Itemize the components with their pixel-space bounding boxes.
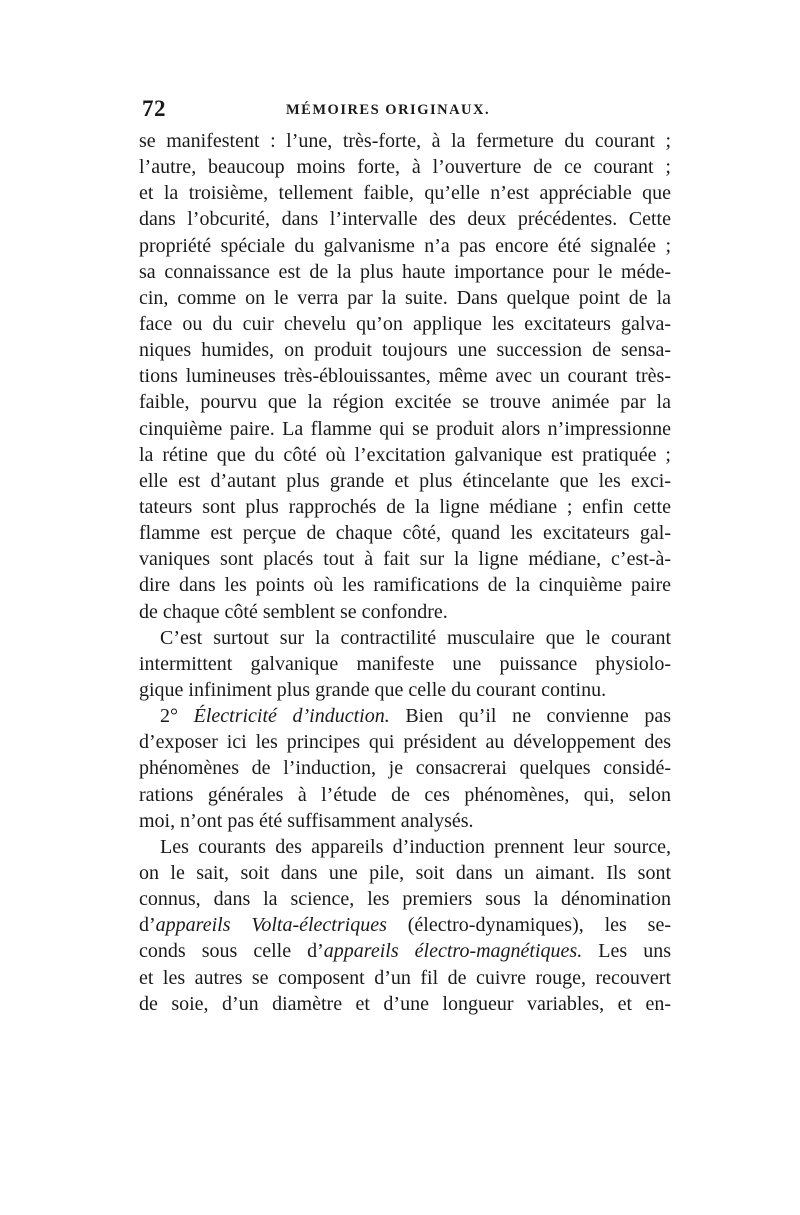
text-line: C’est surtout sur la contractilité musculaire que le courant xyxy=(160,626,671,649)
text-line: dire dans les points où les ramifications de la cinquième paire xyxy=(139,574,671,597)
text-line: cin, comme on le verra par la suite. Dans quelque point de la xyxy=(139,286,671,309)
text-line: rations générales à l’étude de ces phénomènes, qui, selon xyxy=(139,783,671,806)
text-line: on le sait, soit dans une pile, soit dans un aimant. Ils sont xyxy=(139,861,671,884)
text-line: d’exposer ici les principes qui président au développement des xyxy=(139,731,671,754)
page-number: 72 xyxy=(142,96,166,121)
running-head: MÉMOIRES ORIGINAUX. xyxy=(286,102,491,118)
italic-mixed-line xyxy=(139,938,671,964)
section-title: Électricité d’induction. xyxy=(193,705,390,728)
text-line: cinquième paire. La flamme qui se produit alors n’impressionne xyxy=(139,417,671,440)
paragraph-end-line: de chaque côté semblent se confondre. xyxy=(139,600,448,623)
section-text: Bien qu’il ne convienne pas xyxy=(405,705,672,728)
text-line: faible, pourvu que la région excitée se trouve animée par la xyxy=(139,391,671,414)
line-rest: Les uns xyxy=(598,940,671,963)
text-line: tions lumineuses très-éblouissantes, même avec un courant très- xyxy=(139,365,671,388)
paragraph-end-line: moi, n’ont pas été suffisamment analysés. xyxy=(139,809,474,832)
italic-term: appareils électro-magnétiques. xyxy=(323,940,583,963)
line-prefix: conds sous celle d’ xyxy=(139,940,324,963)
text-line: sa connaissance est de la plus haute importance pour le méde- xyxy=(139,260,671,283)
text-line: phénomènes de l’induction, je consacrerai quelques considé- xyxy=(139,757,671,780)
text-line: Les courants des appareils d’induction prennent leur source, xyxy=(160,835,671,858)
page-header xyxy=(140,96,668,126)
paragraph-end-line: gique infiniment plus grande que celle du courant continu. xyxy=(139,678,607,701)
text-line: connus, dans la science, les premiers sous la dénomination xyxy=(139,888,671,911)
text-line: l’autre, beaucoup moins forte, à l’ouverture de ce courant ; xyxy=(139,156,671,179)
text-line: flamme est perçue de chaque côté, quand les excitateurs gal- xyxy=(139,522,671,545)
text-line: vaniques sont placés tout à fait sur la ligne médiane, c’est-à- xyxy=(139,548,671,571)
section-number: 2° xyxy=(160,705,178,728)
text-line: et les autres se composent d’un fil de cuivre rouge, recouvert xyxy=(139,966,671,989)
body-text xyxy=(139,128,671,1017)
italic-mixed-line xyxy=(139,912,671,938)
section-heading-line xyxy=(139,703,671,729)
text-line: tateurs sont plus rapprochés de la ligne médiane ; enfin cette xyxy=(139,495,671,518)
italic-term: appareils Volta-électriques xyxy=(155,914,387,937)
text-line: elle est d’autant plus grande et plus étincelante que les exci- xyxy=(139,469,671,492)
text-line: la rétine que du côté où l’excitation galvanique est pratiquée ; xyxy=(139,443,671,466)
text-line: dans l’obcurité, dans l’intervalle des deux précédentes. Cette xyxy=(139,208,671,231)
text-line: propriété spéciale du galvanisme n’a pas encore été signalée ; xyxy=(139,234,671,257)
text-line: intermittent galvanique manifeste une puissance physiolo- xyxy=(139,652,671,675)
text-line: niques humides, on produit toujours une succession de sensa- xyxy=(139,339,671,362)
text-line: de soie, d’un diamètre et d’une longueur variables, et en- xyxy=(139,992,671,1015)
text-line: et la troisième, tellement faible, qu’elle n’est appréciable que xyxy=(139,182,671,205)
text-line: se manifestent : l’une, très-forte, à la fermeture du courant ; xyxy=(139,130,671,152)
text-line: face ou du cuir chevelu qu’on applique les excitateurs galva- xyxy=(139,312,671,335)
line-prefix: d’ xyxy=(139,914,156,937)
line-rest: (électro-dynamiques), les se- xyxy=(407,914,671,937)
